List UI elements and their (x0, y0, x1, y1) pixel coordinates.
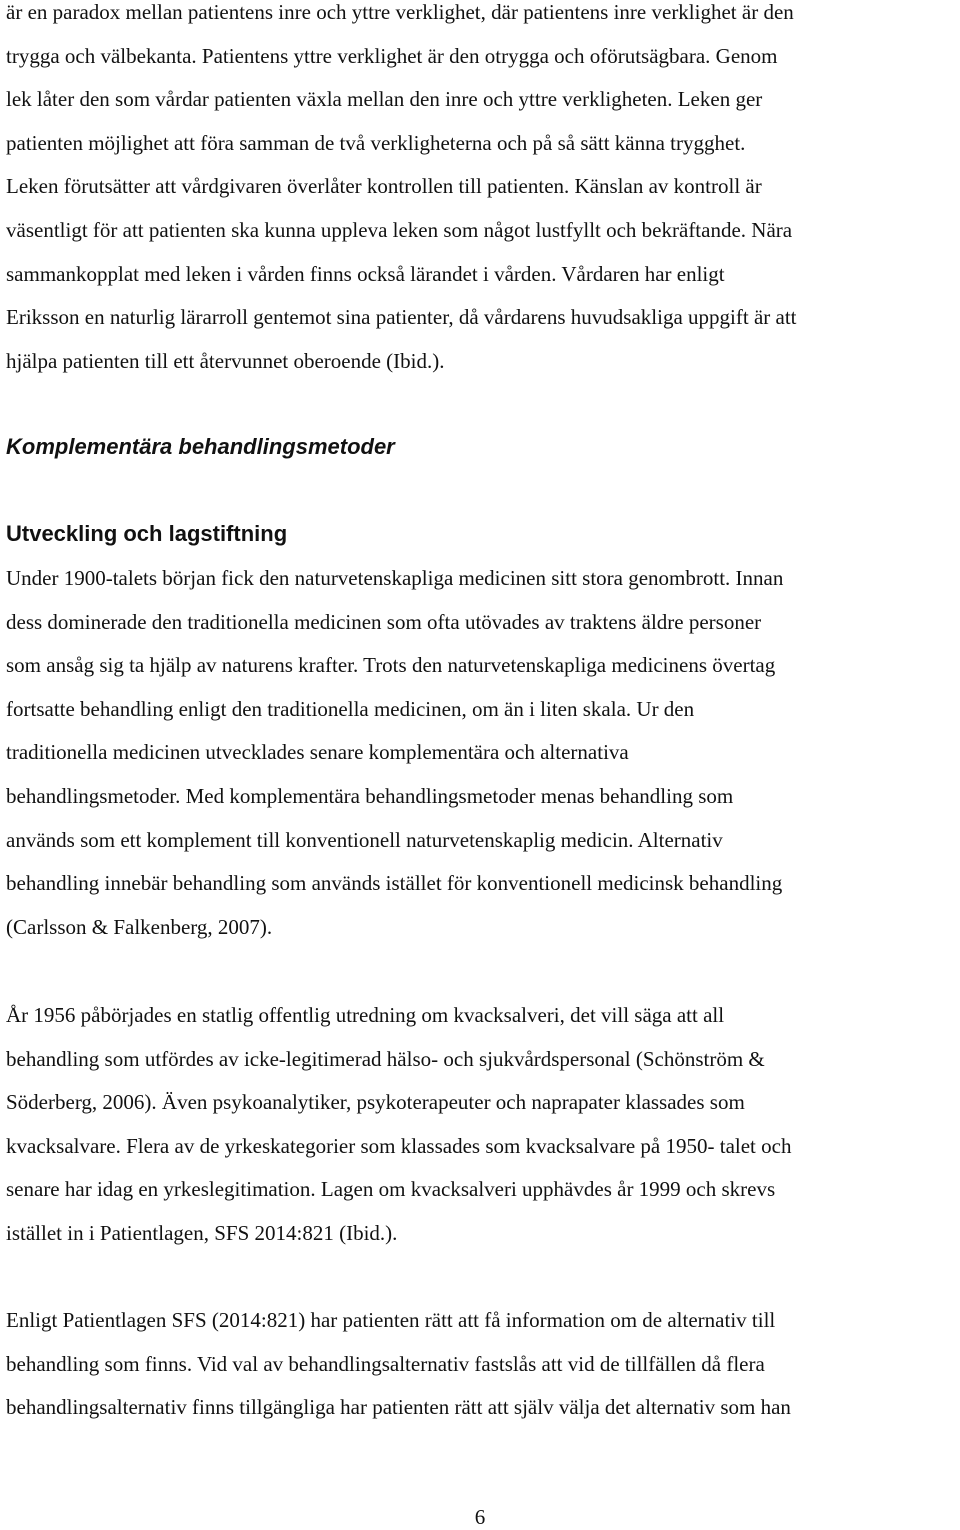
paragraph-line: väsentligt för att patienten ska kunna uppleva leken som något lustfyllt och bekräftande. Nära (6, 217, 793, 242)
paragraph-line: Eriksson en naturlig lärarroll gentemot sina patienter, då vårdarens huvudsakliga uppgift är att (6, 305, 797, 330)
paragraph-2 (6, 557, 956, 949)
paragraph-line: hjälpa patienten till ett återvunnet oberoende (Ibid.). (6, 348, 445, 373)
page-number: 6 (474, 1505, 486, 1529)
paragraph-line: är en paradox mellan patientens inre och yttre verklighet, där patientens inre verklighet är den (6, 0, 794, 24)
paragraph-line: som ansåg sig ta hjälp av naturens krafter. Trots den naturvetenskapliga medicinens övertag (6, 653, 776, 678)
paragraph-1 (6, 0, 956, 383)
section-heading: Komplementära behandlingsmetoder (6, 434, 395, 459)
paragraph-line: kvacksalvare. Flera av de yrkeskategorier som klassades som kvacksalvare på 1950- talet och (6, 1133, 792, 1158)
paragraph-3 (6, 994, 956, 1256)
paragraph-line: behandlingsmetoder. Med komplementära behandlingsmetoder menas behandling som (6, 783, 734, 808)
paragraph-line: senare har idag en yrkeslegitimation. Lagen om kvacksalveri upphävdes år 1999 och skrevs (6, 1177, 776, 1202)
paragraph-line: behandling som finns. Vid val av behandlingsalternativ fastslås att vid de tillfällen då flera (6, 1351, 765, 1376)
paragraph-line: används som ett komplement till konventionell naturvetenskaplig medicin. Alternativ (6, 827, 723, 852)
paragraph-line: behandlingsalternativ finns tillgängliga har patienten rätt att själv välja det alternativ som han (6, 1395, 791, 1420)
paragraph-line: Söderberg, 2006). Även psykoanalytiker, psykoterapeuter och naprapater klassades som (6, 1090, 745, 1115)
subsection-heading: Utveckling och lagstiftning (6, 521, 288, 546)
paragraph-line: behandling innebär behandling som används istället för konventionell medicinsk behandling (6, 871, 783, 896)
paragraph-line: lek låter den som vårdar patienten växla mellan den inre och yttre verkligheten. Leken ger (6, 87, 763, 112)
paragraph-line: dess dominerade den traditionella medicinen som ofta utövades av traktens äldre personer (6, 609, 762, 634)
paragraph-line: Under 1900-talets början fick den naturvetenskapliga medicinen sitt stora genombrott. Innan (6, 566, 784, 590)
paragraph-line: behandling som utfördes av icke-legitimerad hälso- och sjukvårdspersonal (Schönström & (6, 1046, 765, 1071)
paragraph-line: fortsatte behandling enligt den traditionella medicinen, om än i liten skala. Ur den (6, 696, 695, 721)
paragraph-line: istället in i Patientlagen, SFS 2014:821 (Ibid.). (6, 1220, 398, 1245)
paragraph-line: Enligt Patientlagen SFS (2014:821) har patienten rätt att få information om de alternativ till (6, 1308, 776, 1332)
paragraph-line: År 1956 påbörjades en statlig offentlig utredning om kvacksalveri, det vill säga att all (6, 1003, 725, 1027)
paragraph-line: patienten möjlighet att föra samman de två verkligheterna och på så sätt känna trygghet. (6, 130, 746, 155)
paragraph-line: Leken förutsätter att vårdgivaren överlåter kontrollen till patienten. Känslan av kontroll är (6, 174, 762, 199)
paragraph-line: trygga och välbekanta. Patientens yttre verklighet är den otrygga och oförutsägbara. Genom (6, 43, 778, 68)
paragraph-line: (Carlsson & Falkenberg, 2007). (6, 914, 273, 939)
paragraph-line: traditionella medicinen utvecklades senare komplementära och alternativa (6, 740, 629, 765)
paragraph-line: sammankopplat med leken i vården finns också lärandet i vården. Vårdaren har enligt (6, 261, 725, 286)
paragraph-4 (6, 1299, 956, 1430)
